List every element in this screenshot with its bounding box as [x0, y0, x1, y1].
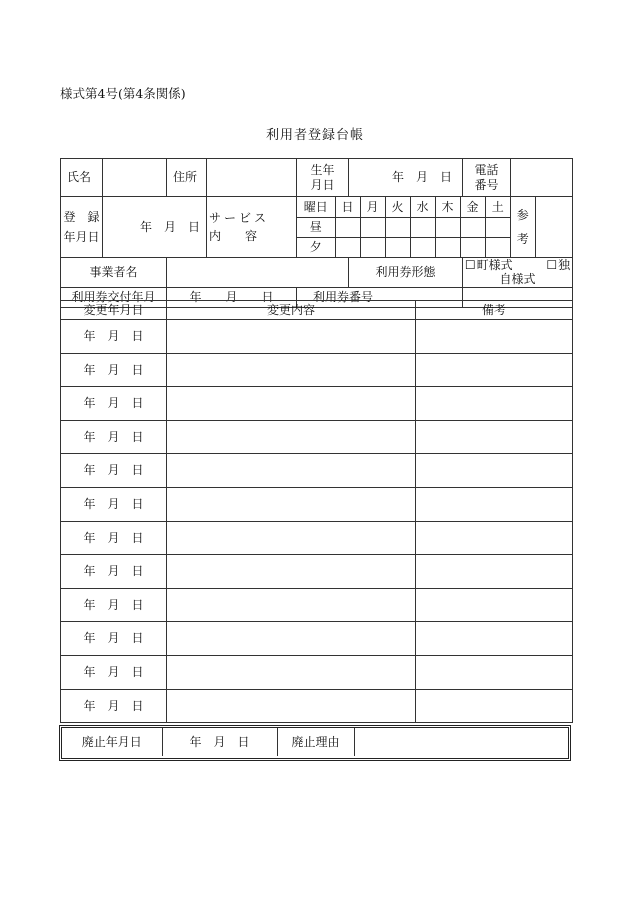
change-content-field[interactable] — [167, 387, 416, 421]
change-date-field[interactable]: 年 月 日 — [61, 454, 167, 488]
change-date-field[interactable]: 年 月 日 — [61, 655, 167, 689]
operator-field[interactable] — [167, 258, 349, 288]
basic-info-row — [61, 159, 573, 197]
noon-sun[interactable] — [335, 217, 360, 237]
evening-tue[interactable] — [385, 237, 410, 257]
reference-field[interactable] — [535, 197, 572, 257]
evening-label: 夕 — [297, 237, 335, 257]
form-number-label: 様式第4号(第4条関係) — [60, 86, 186, 101]
ticket-issue-field[interactable]: 年 月 日 — [167, 287, 297, 307]
operator-row — [61, 258, 573, 288]
option-own-format-label: 独自様式 — [499, 258, 571, 287]
change-content-field[interactable] — [167, 622, 416, 656]
option-town-format[interactable] — [465, 258, 513, 272]
change-remarks-field[interactable] — [416, 454, 573, 488]
change-row — [61, 588, 573, 622]
evening-sat[interactable] — [485, 237, 510, 257]
day-tue: 火 — [385, 197, 410, 217]
document-title: 利用者登録台帳 — [265, 128, 364, 143]
change-date-field[interactable]: 年 月 日 — [61, 622, 167, 656]
ticket-number-label: 利用券番号 — [297, 287, 463, 307]
evening-thu[interactable] — [435, 237, 460, 257]
abolition-reason-label: 廃止理由 — [277, 728, 354, 756]
change-content-field[interactable] — [167, 320, 416, 354]
change-date-field[interactable]: 年 月 日 — [61, 487, 167, 521]
change-remarks-header: 備考 — [416, 301, 573, 320]
change-row — [61, 689, 573, 723]
weekly-schedule-grid — [297, 197, 510, 257]
address-field[interactable] — [207, 159, 297, 197]
day-sat: 土 — [485, 197, 510, 217]
day-sun: 日 — [335, 197, 360, 217]
birthdate-label-line1: 生年 — [310, 163, 335, 178]
change-row — [61, 487, 573, 521]
service-label — [207, 211, 296, 244]
change-date-header: 変更年月日 — [61, 301, 167, 320]
change-date-field[interactable]: 年 月 日 — [61, 353, 167, 387]
change-content-field[interactable] — [167, 588, 416, 622]
noon-mon[interactable] — [360, 217, 385, 237]
change-content-field[interactable] — [167, 521, 416, 555]
change-date-field[interactable]: 年 月 日 — [61, 588, 167, 622]
change-content-field[interactable] — [167, 487, 416, 521]
service-label-line1: サービス — [209, 210, 270, 225]
change-row — [61, 420, 573, 454]
change-remarks-field[interactable] — [416, 655, 573, 689]
change-row — [61, 353, 573, 387]
abolition-date-label: 廃止年月日 — [62, 728, 162, 756]
change-remarks-field[interactable] — [416, 622, 573, 656]
change-remarks-field[interactable] — [416, 689, 573, 723]
weekly-schedule-cell — [297, 197, 511, 258]
ticket-issue-label: 利用券交付年月 — [61, 287, 167, 307]
change-remarks-field[interactable] — [416, 420, 573, 454]
weekday-header-label: 曜日 — [297, 197, 335, 217]
remarks-inner — [511, 197, 572, 257]
change-remarks-field[interactable] — [416, 320, 573, 354]
phone-field[interactable] — [511, 159, 573, 197]
registration-date-label-line1: 登 録 — [63, 209, 100, 224]
operator-label: 事業者名 — [61, 258, 167, 288]
change-history-table — [60, 300, 573, 723]
phone-label — [463, 159, 511, 197]
change-remarks-field[interactable] — [416, 353, 573, 387]
ticket-format-label: 利用券形態 — [349, 258, 463, 288]
change-content-field[interactable] — [167, 420, 416, 454]
phone-label-line2: 番号 — [474, 177, 499, 192]
change-date-field[interactable]: 年 月 日 — [61, 689, 167, 723]
evening-wed[interactable] — [410, 237, 435, 257]
change-remarks-field[interactable] — [416, 387, 573, 421]
registration-service-row — [61, 197, 573, 258]
change-row — [61, 655, 573, 689]
noon-wed[interactable] — [410, 217, 435, 237]
change-remarks-field[interactable] — [416, 521, 573, 555]
noon-label: 昼 — [297, 217, 335, 237]
change-date-field[interactable]: 年 月 日 — [61, 420, 167, 454]
day-thu: 木 — [435, 197, 460, 217]
name-label: 氏名 — [61, 159, 103, 197]
service-inner — [207, 211, 296, 244]
change-remarks-field[interactable] — [416, 555, 573, 589]
birthdate-label — [297, 159, 349, 197]
service-label-line2: 内 容 — [209, 229, 258, 243]
change-row — [61, 555, 573, 589]
change-row — [61, 320, 573, 354]
noon-sat[interactable] — [485, 217, 510, 237]
option-town-format-label: 町様式 — [476, 258, 513, 272]
abolition-date-field[interactable]: 年 月 日 — [162, 728, 277, 756]
change-remarks-field[interactable] — [416, 588, 573, 622]
change-content-field[interactable] — [167, 454, 416, 488]
noon-thu[interactable] — [435, 217, 460, 237]
phone-label-line1: 電話 — [474, 163, 499, 178]
reference-label — [511, 197, 535, 257]
change-content-field[interactable] — [167, 689, 416, 723]
remarks-cell — [511, 197, 573, 258]
change-row — [61, 521, 573, 555]
evening-sun[interactable] — [335, 237, 360, 257]
change-date-field[interactable]: 年 月 日 — [61, 320, 167, 354]
change-date-field[interactable]: 年 月 日 — [61, 555, 167, 589]
registration-date-field[interactable]: 年 月 日 — [103, 197, 207, 258]
change-content-header: 変更内容 — [167, 301, 416, 320]
address-label: 住所 — [167, 159, 207, 197]
abolition-reason-field[interactable] — [354, 728, 568, 756]
birthdate-field[interactable]: 年 月 日 — [349, 159, 463, 197]
reference-label-line1: 参 — [516, 207, 529, 222]
change-rows — [61, 320, 573, 723]
name-field[interactable] — [103, 159, 167, 197]
change-row — [61, 454, 573, 488]
day-fri: 金 — [460, 197, 485, 217]
change-content-field[interactable] — [167, 655, 416, 689]
change-date-field[interactable]: 年 月 日 — [61, 521, 167, 555]
registration-date-label — [61, 197, 103, 258]
change-date-field[interactable]: 年 月 日 — [61, 387, 167, 421]
registration-date-label-line2: 年月日 — [63, 230, 100, 244]
abolition-table — [62, 728, 568, 756]
change-remarks-field[interactable] — [416, 487, 573, 521]
day-mon: 月 — [360, 197, 385, 217]
evening-mon[interactable] — [360, 237, 385, 257]
ticket-format-options — [463, 258, 573, 288]
change-content-field[interactable] — [167, 555, 416, 589]
day-wed: 水 — [410, 197, 435, 217]
noon-fri[interactable] — [460, 217, 485, 237]
service-content-label — [207, 197, 297, 258]
change-row — [61, 622, 573, 656]
reference-label-line2: 考 — [516, 232, 529, 246]
birthdate-label-line2: 月日 — [310, 177, 335, 192]
change-row — [61, 387, 573, 421]
registration-table — [60, 158, 573, 308]
noon-tue[interactable] — [385, 217, 410, 237]
change-header-row — [61, 301, 573, 320]
change-content-field[interactable] — [167, 353, 416, 387]
evening-fri[interactable] — [460, 237, 485, 257]
